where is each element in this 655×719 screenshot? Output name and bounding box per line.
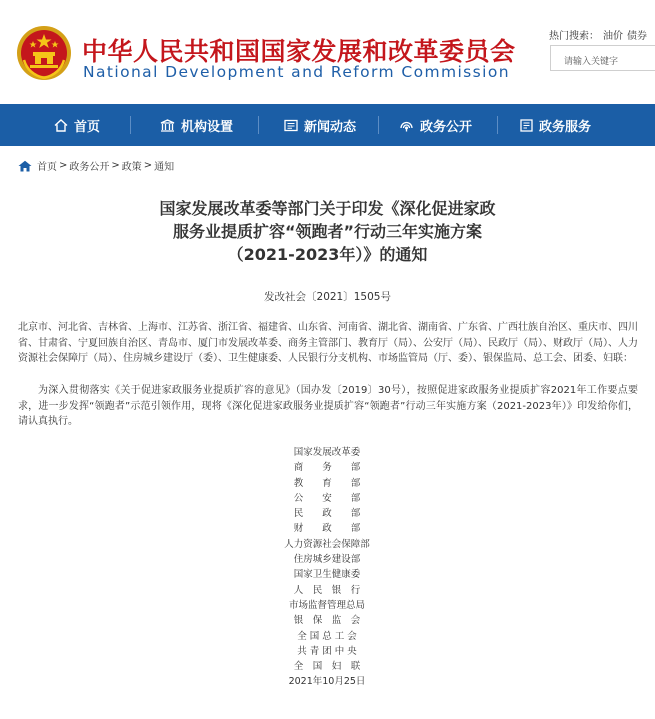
nav-item-label: 新闻动态 bbox=[304, 119, 357, 135]
article-title-line: 国家发展改革委等部门关于印发《深化促进家政 bbox=[159, 199, 496, 218]
nav-divider bbox=[497, 116, 498, 134]
nav-item-label: 首页 bbox=[74, 119, 101, 135]
hot-search bbox=[549, 27, 651, 42]
signatory: 公 安 部 bbox=[293, 492, 361, 504]
signatory: 全 国 妇 联 bbox=[293, 661, 361, 673]
signatory-list bbox=[262, 445, 392, 690]
search-input[interactable]: 请输入关键字 bbox=[550, 45, 655, 71]
breadcrumb-item[interactable]: 通知 bbox=[154, 162, 175, 173]
nav-item-home[interactable] bbox=[54, 104, 100, 146]
home-icon bbox=[54, 119, 68, 132]
signatory: 国家发展改革委 bbox=[293, 447, 361, 458]
building-icon bbox=[160, 119, 175, 132]
article-title bbox=[0, 197, 655, 266]
hot-search-term[interactable]: 油价 bbox=[603, 31, 623, 42]
nav-item-organization[interactable] bbox=[160, 104, 233, 146]
article-title-line: 服务业提质扩容“领跑者”行动三年实施方案 bbox=[172, 222, 483, 241]
issue-date: 2021年10月25日 bbox=[288, 676, 366, 688]
signatory: 住房城乡建设部 bbox=[293, 554, 361, 566]
breadcrumb-separator: > bbox=[143, 160, 153, 171]
signatory: 共 青 团 中 央 bbox=[297, 645, 357, 657]
breadcrumb-item[interactable]: 首页 bbox=[37, 162, 57, 173]
signatory: 全 国 总 工 会 bbox=[297, 630, 357, 642]
national-emblem-icon[interactable] bbox=[16, 24, 72, 82]
hot-search-term[interactable]: 债券 bbox=[627, 31, 647, 42]
nav-item-news[interactable] bbox=[284, 104, 356, 146]
signatory: 商 务 部 bbox=[293, 462, 361, 474]
broadcast-icon bbox=[399, 119, 414, 132]
nav-item-services[interactable] bbox=[520, 104, 591, 146]
nav-divider bbox=[130, 116, 131, 134]
nav-item-government-affairs[interactable] bbox=[399, 104, 472, 146]
service-icon bbox=[520, 119, 533, 132]
nav-item-label: 机构设置 bbox=[181, 119, 234, 135]
home-icon bbox=[18, 160, 32, 172]
breadcrumb-separator: > bbox=[111, 160, 120, 171]
news-icon bbox=[284, 119, 298, 132]
signatory: 财 政 部 bbox=[293, 523, 361, 535]
breadcrumb-item[interactable]: 政策 bbox=[121, 162, 142, 173]
breadcrumb bbox=[18, 158, 174, 173]
signatory: 人力资源社会保障部 bbox=[284, 538, 370, 550]
nav-divider bbox=[258, 116, 259, 134]
breadcrumb-separator: > bbox=[59, 160, 68, 171]
signatory: 人 民 银 行 bbox=[293, 584, 361, 596]
signatory: 市场监督管理总局 bbox=[288, 599, 365, 611]
site-header bbox=[0, 0, 655, 104]
signatory: 教 育 部 bbox=[293, 477, 361, 489]
main-nav bbox=[0, 104, 655, 146]
article-body: 为深入贯彻落实《关于促进家政服务业提质扩容的意见》（国办发〔2019〕30号），按照促进家政服务业提质扩容2021年工作要点要求，进一步发挥“领跑者”示范引领作用，现将《深化促进家政服务业提质扩容“领跑者”行动三年实施方案（2021-2023年）》印发给你们，请认真执行。 bbox=[18, 385, 638, 427]
signatory: 国家卫生健康委 bbox=[293, 569, 361, 581]
signatory: 民 政 部 bbox=[293, 508, 361, 520]
nav-item-label: 政务公开 bbox=[420, 119, 473, 135]
nav-divider bbox=[378, 116, 379, 134]
site-title-en[interactable]: National Development and Reform Commission bbox=[83, 63, 510, 81]
breadcrumb-item[interactable]: 政务公开 bbox=[69, 162, 110, 173]
article-recipients: 北京市、河北省、吉林省、上海市、江苏省、浙江省、福建省、山东省、河南省、湖北省、湖南省、广东省、广西壮族自治区、重庆市、四川省、甘肃省、宁夏回族自治区、青岛市、厦门市发展改革委、商务主管部门、教育厅（局）、公安厅（局）、民政厅（局）、财政厅（局）、人力资源社会保障厅（局）、住房城乡建设厅（委）、卫生健康委、人民银行分支机构、市场监管局（厅、委）、银保监局、总工会、团委、妇联： bbox=[18, 322, 638, 364]
nav-item-label: 政务服务 bbox=[539, 119, 592, 135]
hot-search-label: 热门搜索： bbox=[549, 31, 599, 42]
article-title-line: （2021-2023年）》的通知 bbox=[227, 245, 428, 264]
document-number: 发改社会〔2021〕1505号 bbox=[264, 291, 391, 303]
site-title-cn[interactable]: 中华人民共和国国家发展和改革委员会 bbox=[82, 37, 516, 66]
signatory: 银 保 监 会 bbox=[293, 615, 361, 627]
